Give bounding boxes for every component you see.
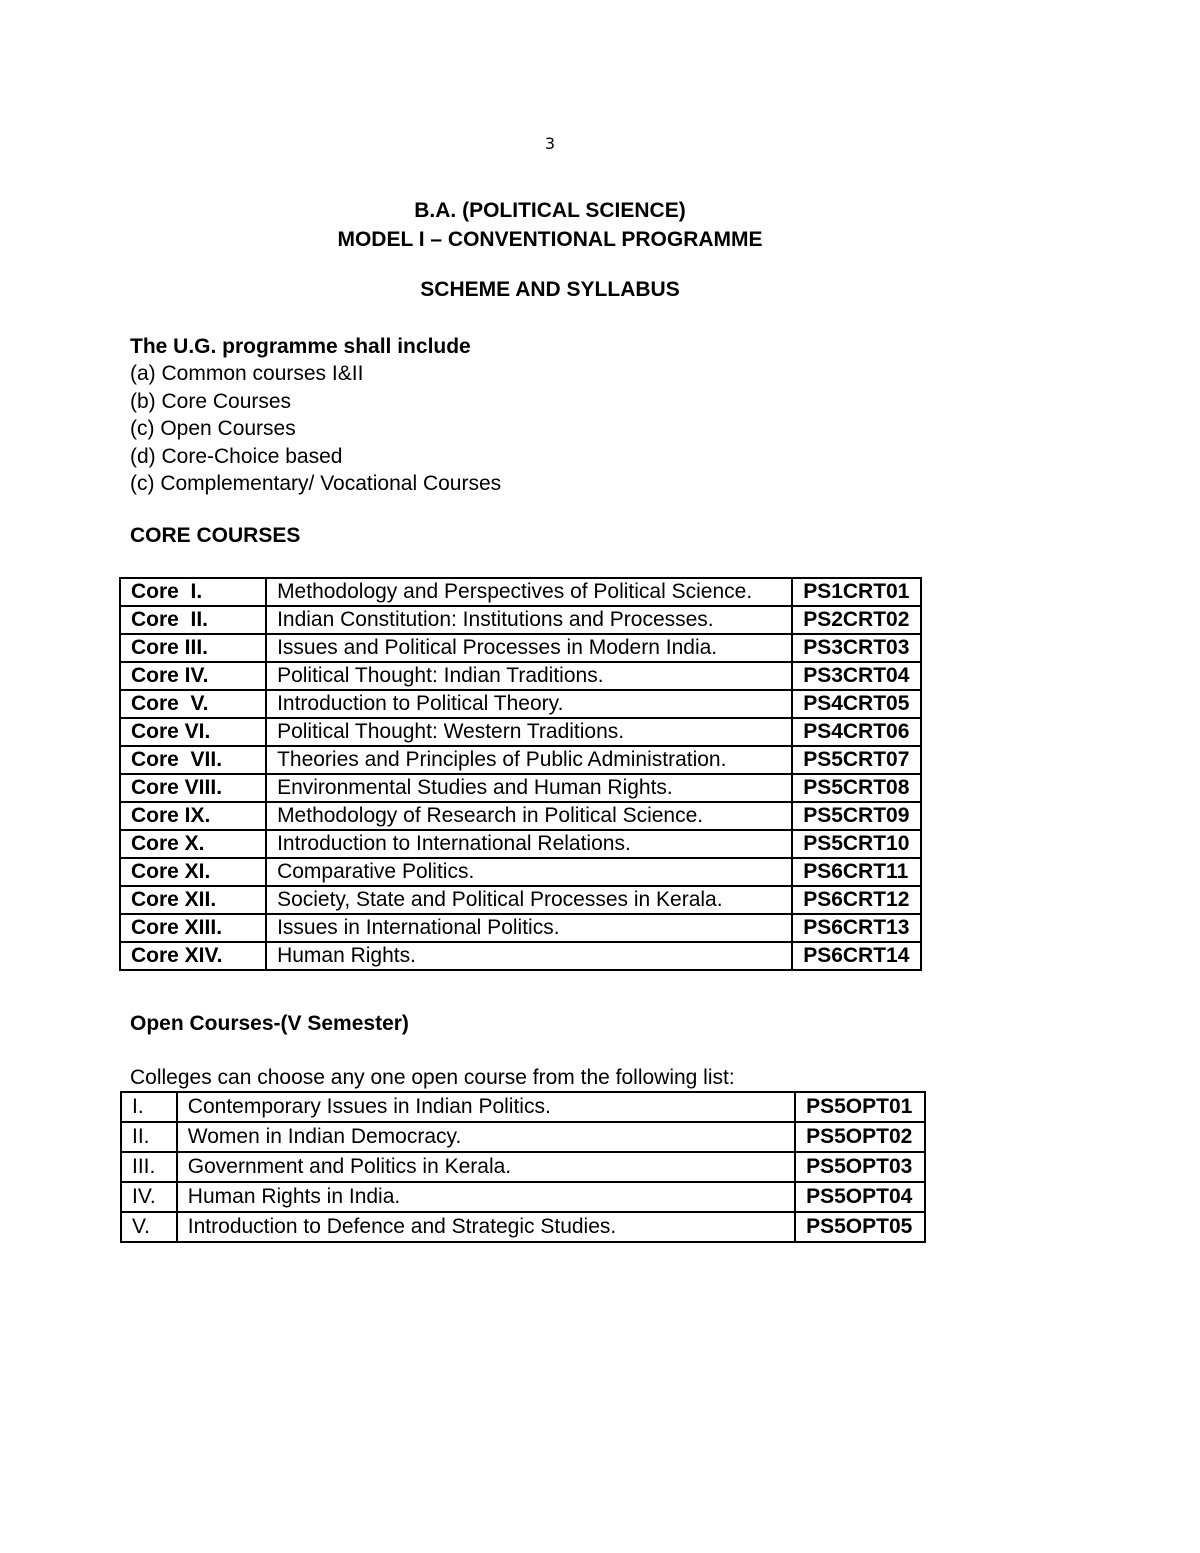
course-label: Core VII. xyxy=(120,746,266,774)
course-code: PS5CRT08 xyxy=(792,774,921,802)
table-row xyxy=(120,718,921,746)
course-title: Political Thought: Western Traditions. xyxy=(266,718,792,746)
course-code: PS6CRT12 xyxy=(792,886,921,914)
course-code: PS1CRT01 xyxy=(792,578,921,606)
course-label: II. xyxy=(121,1122,177,1152)
core-courses-heading: CORE COURSES xyxy=(130,524,301,547)
table-row xyxy=(121,1152,925,1182)
course-code: PS5OPT05 xyxy=(795,1212,925,1242)
intro-item: (b) Core Courses xyxy=(130,389,292,413)
course-label: Core V. xyxy=(120,690,266,718)
course-code: PS2CRT02 xyxy=(792,606,921,634)
title-line-2: MODEL I – CONVENTIONAL PROGRAMME xyxy=(337,228,763,251)
table-row xyxy=(121,1212,925,1242)
course-code: PS5OPT02 xyxy=(795,1122,925,1152)
course-code: PS5CRT10 xyxy=(792,830,921,858)
course-code: PS5CRT07 xyxy=(792,746,921,774)
table-row xyxy=(121,1182,925,1212)
intro-item: (c) Open Courses xyxy=(130,417,296,441)
course-title: Methodology of Research in Political Science. xyxy=(266,802,792,830)
core-courses-table xyxy=(119,577,922,971)
course-label: Core XIV. xyxy=(120,942,266,970)
course-label: IV. xyxy=(121,1182,177,1212)
course-title: Women in Indian Democracy. xyxy=(177,1122,795,1152)
page-number: 3 xyxy=(544,134,556,153)
course-code: PS5OPT03 xyxy=(795,1152,925,1182)
course-title: Political Thought: Indian Traditions. xyxy=(266,662,792,690)
programme-intro xyxy=(130,333,501,497)
course-label: Core II. xyxy=(120,606,266,634)
table-row xyxy=(120,606,921,634)
course-title: Human Rights. xyxy=(266,942,792,970)
course-title: Introduction to Political Theory. xyxy=(266,690,792,718)
course-title: Issues and Political Processes in Modern India. xyxy=(266,634,792,662)
table-row xyxy=(120,942,921,970)
course-title: Issues in International Politics. xyxy=(266,914,792,942)
document-subtitle: SCHEME AND SYLLABUS xyxy=(420,278,680,301)
course-title: Environmental Studies and Human Rights. xyxy=(266,774,792,802)
table-row xyxy=(120,830,921,858)
course-title: Society, State and Political Processes in Kerala. xyxy=(266,886,792,914)
course-label: Core I. xyxy=(120,578,266,606)
course-code: PS3CRT03 xyxy=(792,634,921,662)
course-label: Core VI. xyxy=(120,718,266,746)
course-code: PS5CRT09 xyxy=(792,802,921,830)
table-row xyxy=(120,914,921,942)
course-title: Introduction to Defence and Strategic Studies. xyxy=(177,1212,795,1242)
course-title: Introduction to International Relations. xyxy=(266,830,792,858)
table-row xyxy=(120,690,921,718)
intro-item: (d) Core-Choice based xyxy=(130,444,343,468)
course-code: PS6CRT14 xyxy=(792,942,921,970)
table-row xyxy=(120,578,921,606)
course-code: PS6CRT11 xyxy=(792,858,921,886)
course-label: V. xyxy=(121,1212,177,1242)
course-code: PS5OPT01 xyxy=(795,1092,925,1122)
intro-lead: The U.G. programme shall include xyxy=(130,335,471,358)
course-label: Core XI. xyxy=(120,858,266,886)
course-title: Comparative Politics. xyxy=(266,858,792,886)
course-label: Core XIII. xyxy=(120,914,266,942)
course-title: Indian Constitution: Institutions and Processes. xyxy=(266,606,792,634)
course-title: Methodology and Perspectives of Political Science. xyxy=(266,578,792,606)
course-code: PS4CRT06 xyxy=(792,718,921,746)
open-courses-note: Colleges can choose any one open course from the following list: xyxy=(130,1066,735,1089)
course-title: Theories and Principles of Public Administration. xyxy=(266,746,792,774)
course-code: PS6CRT13 xyxy=(792,914,921,942)
table-row xyxy=(120,886,921,914)
course-label: Core III. xyxy=(120,634,266,662)
course-label: Core IX. xyxy=(120,802,266,830)
document-title xyxy=(0,196,1100,254)
table-row xyxy=(120,662,921,690)
course-label: I. xyxy=(121,1092,177,1122)
course-title: Government and Politics in Kerala. xyxy=(177,1152,795,1182)
intro-item: (c) Complementary/ Vocational Courses xyxy=(130,472,502,496)
intro-item: (a) Common courses I&II xyxy=(130,362,364,386)
open-courses-heading: Open Courses-(V Semester) xyxy=(130,1012,409,1035)
open-courses-table xyxy=(120,1091,926,1243)
table-row xyxy=(120,634,921,662)
course-title: Human Rights in India. xyxy=(177,1182,795,1212)
course-label: III. xyxy=(121,1152,177,1182)
table-row xyxy=(120,746,921,774)
title-line-1: B.A. (POLITICAL SCIENCE) xyxy=(414,199,686,222)
course-code: PS5OPT04 xyxy=(795,1182,925,1212)
course-code: PS3CRT04 xyxy=(792,662,921,690)
table-row xyxy=(121,1092,925,1122)
table-row xyxy=(121,1122,925,1152)
course-label: Core IV. xyxy=(120,662,266,690)
table-row xyxy=(120,774,921,802)
course-label: Core X. xyxy=(120,830,266,858)
table-row xyxy=(120,858,921,886)
course-label: Core XII. xyxy=(120,886,266,914)
course-label: Core VIII. xyxy=(120,774,266,802)
course-title: Contemporary Issues in Indian Politics. xyxy=(177,1092,795,1122)
table-row xyxy=(120,802,921,830)
course-code: PS4CRT05 xyxy=(792,690,921,718)
